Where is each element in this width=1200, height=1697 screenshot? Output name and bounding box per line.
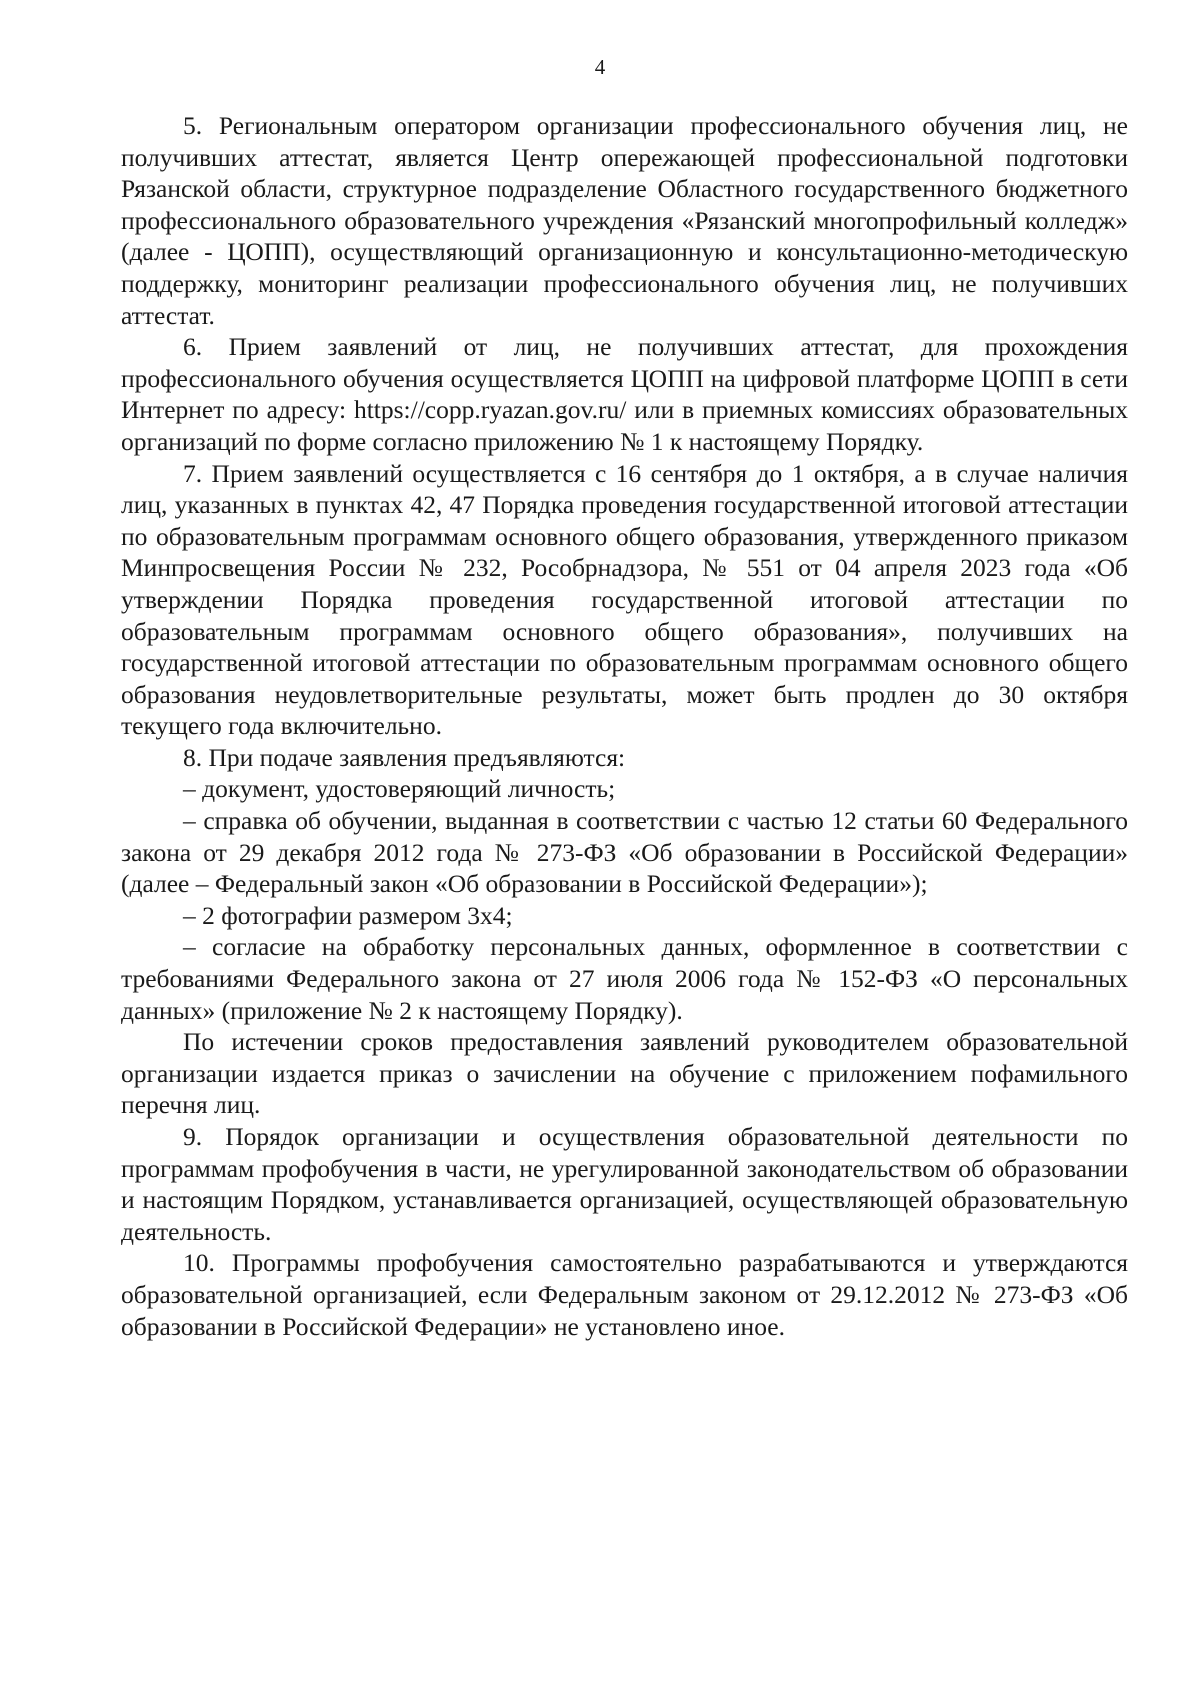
paragraph-9-educational-activity: 9. Порядок организации и осуществления образовательной деятельности по программам профобучения в части, не урегулированной законодательством об образовании и настоящим Порядком, устанавливается организацией, осуществляющей образовательную деятельность. <box>121 1122 1128 1246</box>
list-item-education-certificate: – справка об обучении, выданная в соответствии с частью 12 статьи 60 Федерального закона от 29 декабря 2012 года № 273-ФЗ «Об образовании в Российской Федерации» (далее – Федеральный закон «Об образовании в Российской Федерации»); <box>121 806 1128 899</box>
paragraph-enrollment-order: По истечении сроков предоставления заявлений руководителем образовательной организации издается приказ о зачислении на обучение с приложением пофамильного перечня лиц. <box>121 1027 1128 1120</box>
list-item-identity-document: – документ, удостоверяющий личность; <box>183 774 616 804</box>
list-item-personal-data-consent: – согласие на обработку персональных данных, оформленное в соответствии с требованиями Федерального закона от 27 июля 2006 года № 152-ФЗ «О персональных данных» (приложение № 2 к настоящему Порядку). <box>121 932 1128 1025</box>
list-item-photographs: – 2 фотографии размером 3x4; <box>183 900 513 930</box>
paragraph-5-regional-operator: 5. Региональным оператором организации профессионального обучения лиц, не получивших аттестат, является Центр опережающей профессиональной подготовки Рязанской области, структурное подразделение Областного государственного бюджетного профессионального образовательного учреждения «Рязанский многопрофильный колледж» (далее - ЦОПП), осуществляющий организационную и консультационно-методическую поддержку, мониторинг реализации профессионального обучения лиц, не получивших аттестат. <box>121 111 1128 330</box>
document-body <box>121 110 1128 1342</box>
paragraph-10-programs: 10. Программы профобучения самостоятельно разрабатываются и утверждаются образовательной организацией, если Федеральным законом от 29.12.2012 № 273-ФЗ «Об образовании в Российской Федерации» не установлено иное. <box>121 1248 1128 1341</box>
page-number: 4 <box>594 55 606 79</box>
paragraph-6-application-intake: 6. Прием заявлений от лиц, не получивших аттестат, для прохождения профессионального обучения осуществляется ЦОПП на цифровой платформе ЦОПП в сети Интернет по адресу: https://copp.ryazan.gov.ru/ или в приемных комиссиях образовательных организаций по форме согласно приложению № 1 к настоящему Порядку. <box>121 332 1128 456</box>
paragraph-7-intake-period: 7. Прием заявлений осуществляется с 16 сентября до 1 октября, а в случае наличия лиц, указанных в пунктах 42, 47 Порядка проведения государственной итоговой аттестации по образовательным программам основного общего образования, утвержденного приказом Минпросвещения России № 232, Рособрнадзора, № 551 от 04 апреля 2023 года «Об утверждении Порядка проведения государственной итоговой аттестации по образовательным программам основного общего образования», получивших на государственной итоговой аттестации по образовательным программам основного общего образования неудовлетворительные результаты, может быть продлен до 30 октября текущего года включительно. <box>121 458 1128 741</box>
paragraph-8-required-documents: 8. При подаче заявления предъявляются: <box>183 742 626 772</box>
